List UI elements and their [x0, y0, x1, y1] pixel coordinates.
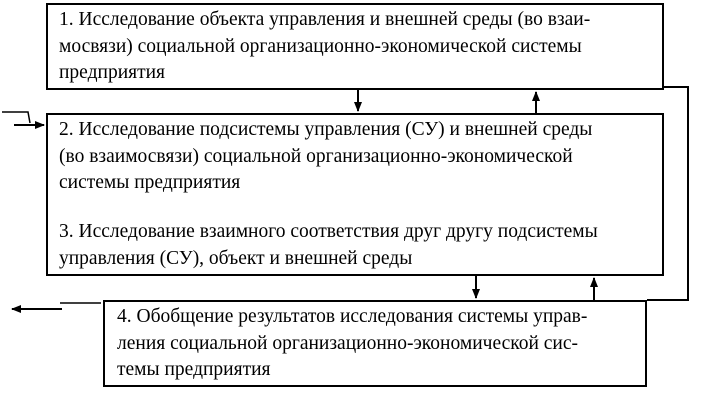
step-1-line-3: предприятия	[59, 62, 166, 83]
step-2-line-3: системы предприятия	[59, 172, 241, 193]
step-4-line-3: темы предприятия	[117, 359, 271, 380]
step-3-text	[59, 219, 653, 272]
step-1-line-1: 1. Исследование объекта управления и внешней среды (во взаи-	[59, 9, 591, 30]
feedback-loop-right	[647, 87, 688, 300]
step-4-line-2: ления социальной организационно-экономической сис-	[117, 332, 579, 354]
step-3-line-1: 3. Исследование взаимного соответствия друг другу подсистемы	[59, 221, 598, 242]
step-4-line-1: 4. Обобщение результатов исследования системы управ-	[117, 306, 588, 327]
incoming-line-top-left	[2, 112, 30, 123]
step-2-text	[59, 117, 653, 197]
step-2-line-1: 2. Исследование подсистемы управления (СУ) и внешней среды	[59, 119, 593, 140]
step-4-text	[117, 304, 635, 384]
step-3-line-2: управления (СУ), объект и внешней среды	[59, 247, 413, 269]
step-1-line-2: мосвязи) социальной организационно-экономической системы	[59, 35, 582, 57]
step-1-text	[59, 7, 653, 87]
step-2-line-2: (во взаимосвязи) социальной организационно-экономической	[59, 145, 573, 167]
